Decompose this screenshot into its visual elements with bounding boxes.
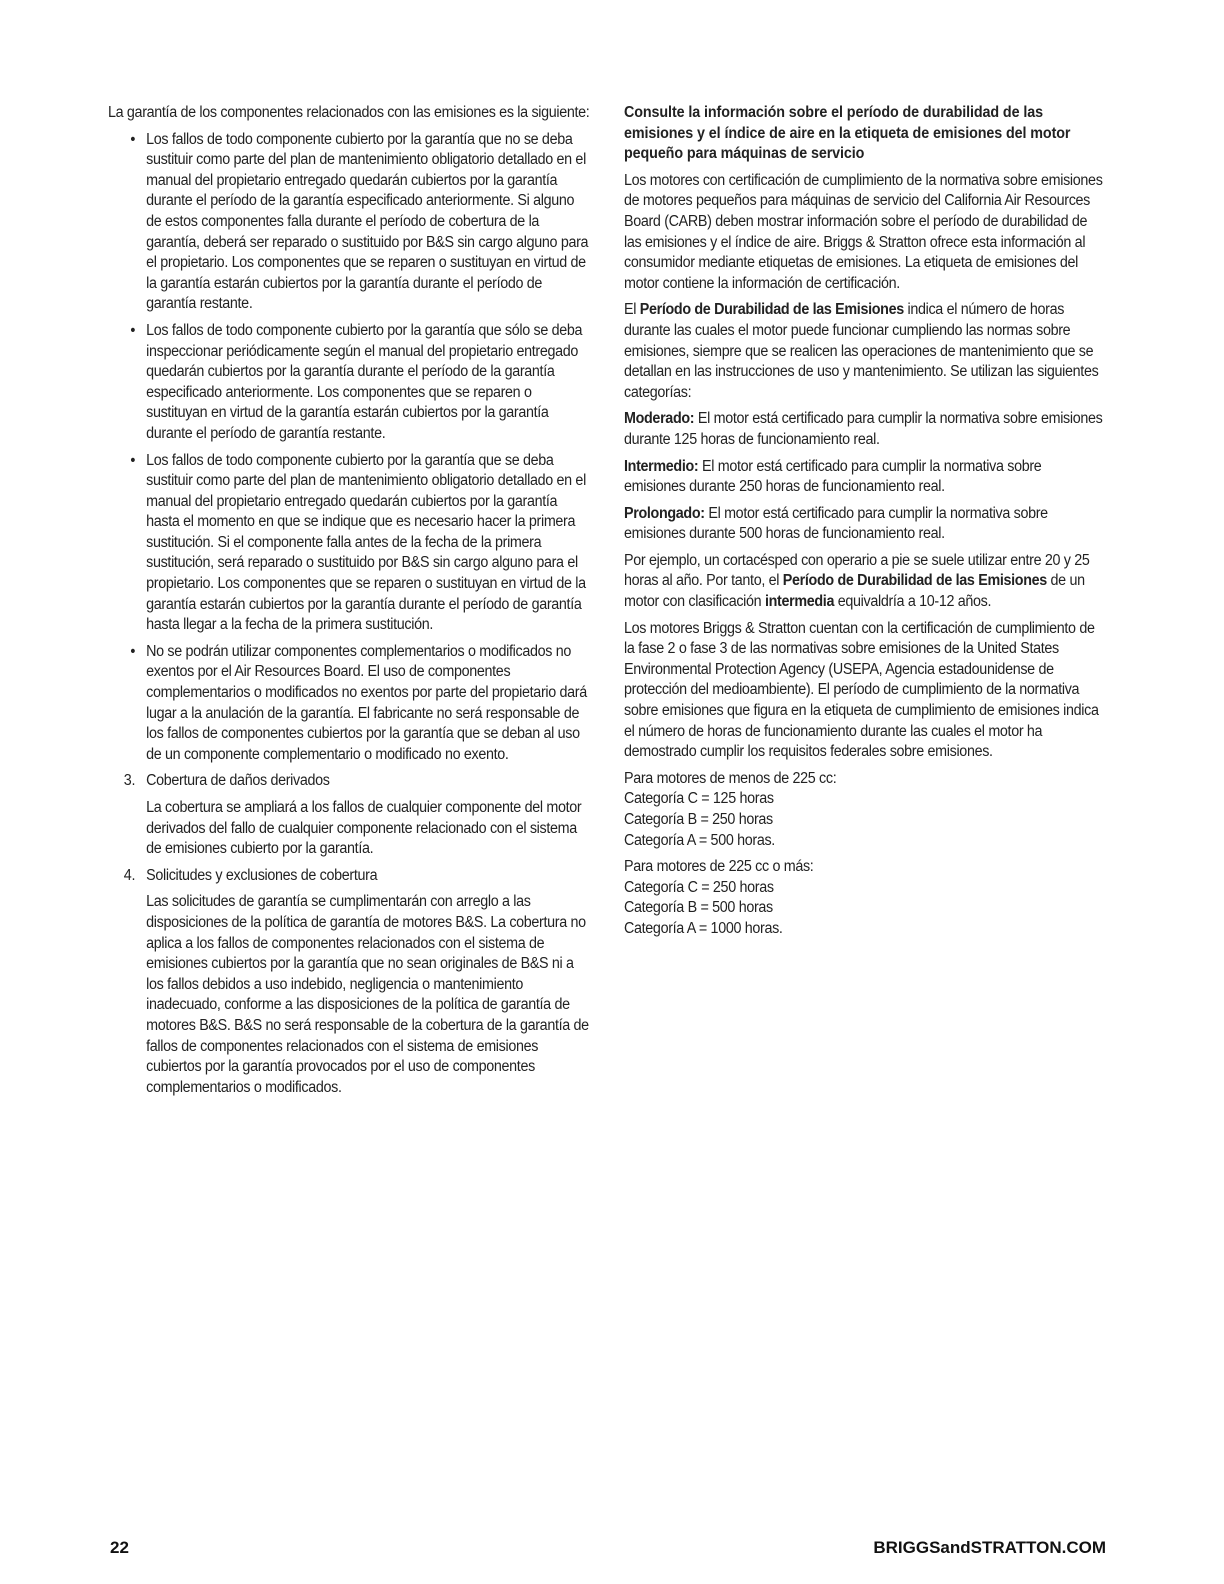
item-title: Cobertura de daños derivados [146,772,330,790]
category-moderado: Moderado: El motor está certificado para cumplir la normativa sobre emisiones durante 125 horas de funcionamiento real. [624,410,1103,448]
item-4-body: Las solicitudes de garantía se cumplimentarán con arreglo a las disposiciones de la política de garantía de motores B&S. La cobertura no aplica a los fallos de componentes relacionados con el sistema de emisiones cubiertos por la garantía que no sean originales de B&S ni a los fallos debidos a uso indebido, negligencia o mantenimiento inadecuado, conforme a las disposiciones de la política de garantía de motores B&S. B&S no será responsable de la cobertura de la garantía de fallos de componentes relacionados con el sistema de emisiones cubiertos por la garantía provocados por el uso de componentes complementarios o modificados. [146,893,589,1096]
category-line: Categoría B = 250 horas [624,811,773,828]
section-heading: Consulte la información sobre el período de durabilidad de las emisiones y el índice de aire en la etiqueta de emisiones del motor pequeño para máquinas de servicio [624,104,1071,163]
bullet-item: • No se podrán utilizar componentes complementarios o modificados no exentos por el Air Resources Board. El uso de componentes complementarios o modificados no exentos por parte del propietario dará lugar a la anulación de la garantía. El fabricante no será responsable de los fallos de componentes cubiertos por la garantía que se deban al uso de un componente complementario o modificado no exento. [108,642,590,766]
bullet-item: • Los fallos de todo componente cubierto por la garantía que no se deba sustituir como parte del plan de mantenimiento obligatorio detallado en el manual del propietario entregado quedarán cubiertos por la garantía durante el período de la garantía especificado anteriormente. Si alguno de estos componentes falla durante el período de cobertura de la garantía, deberá ser reparado o sustituido por B&S sin cargo alguno para el propietario. Los componentes que se reparen o sustituyan en virtud de la garantía estarán cubiertos por la garantía durante el período de garantía restante. [108,130,590,315]
durability-paragraph: El Período de Durabilidad de las Emisiones indica el número de horas durante las cuales el motor puede funcionar cumpliendo las normas sobre emisiones, siempre que se realicen las operaciones de mantenimiento que se detallan en las instrucciones de uso y mantenimiento. Se utilizan las siguientes categorías: [624,301,1099,401]
bullet-item: • Los fallos de todo componente cubierto por la garantía que sólo se deba inspeccionar periódicamente según el manual del propietario entregado quedarán cubiertos por la garantía durante el período de la garantía especificado anteriormente. Los componentes que se reparen o sustituyan en virtud de la garantía estarán cubiertos por la garantía durante el período de garantía restante. [108,321,590,445]
numbered-item-4 [108,866,590,887]
usepa-paragraph: Los motores Briggs & Stratton cuentan con la certificación de cumplimiento de la fase 2 o fase 3 de las normativas sobre emisiones de la United States Environmental Protection Agency (USEPA, Agencia estadounidense de protección del medioambiente). El período de cumplimiento de la normativa sobre emisiones que figura en la etiqueta de cumplimiento de emisiones indica el número de horas de funcionamiento durante las cuales el motor ha demostrado cumplir los requisitos federales sobre emisiones. [624,619,1099,761]
right-column [624,103,1106,946]
list-title: Para motores de menos de 225 cc: [624,769,837,787]
intro-paragraph: La garantía de los componentes relacionados con las emisiones es la siguiente: [108,104,590,121]
category-line: Categoría A = 500 horas. [624,831,775,849]
category-line: Categoría A = 1000 horas. [624,919,783,937]
carb-paragraph: Los motores con certificación de cumplimiento de la normativa sobre emisiones de motores pequeños para máquinas de servicio del California Air Resources Board (CARB) deben mostrar información sobre el período de durabilidad de las emisiones y el índice de aire. Briggs & Stratton ofrece esta información al consumidor mediante etiquetas de emisiones. La etiqueta de emisiones del motor contiene la información de certificación. [624,171,1103,292]
large-engine-categories [624,857,1106,939]
small-engine-categories [624,769,1106,851]
website-footer: BRIGGSandSTRATTON.COM [873,1538,1106,1557]
item-number: 4. [123,866,136,884]
category-line: Categoría B = 500 horas [624,899,773,917]
category-label: Moderado: [624,410,695,428]
category-prolongado: Prolongado: El motor está certificado para cumplir la normativa sobre emisiones durante 500 horas de funcionamiento real. [624,504,1048,543]
item-title: Solicitudes y exclusiones de cobertura [146,866,378,884]
category-label: Prolongado: [624,504,705,522]
list-title: Para motores de 225 cc o más: [624,858,814,876]
page-number: 22 [110,1538,129,1557]
category-line: Categoría C = 125 horas [624,790,774,808]
category-intermedio: Intermedio: El motor está certificado para cumplir la normativa sobre emisiones durante 250 horas de funcionamiento real. [624,457,1042,496]
category-label: Intermedio: [624,457,699,475]
bullet-item: • Los fallos de todo componente cubierto por la garantía que se deba sustituir como parte del plan de mantenimiento obligatorio detallado en el manual del propietario entregado quedarán cubiertos por la garantía hasta el momento en que se indique que es necesario hacer la primera sustitución. Si el componente falla antes de la fecha de la primera sustitución, será reparado o sustituido por B&S sin cargo alguno para el propietario. Los componentes que se reparen o sustituyan en virtud de la garantía estarán cubiertos por la garantía durante el período de garantía hasta llegar a la fecha de la primera sustitución. [108,451,590,636]
item-3-body: La cobertura se ampliará a los fallos de cualquier componente del motor derivados del fallo de cualquier componente relacionado con el sistema de emisiones cubierto por la garantía. [146,799,582,858]
coverage-bullet-list [108,130,590,766]
category-line: Categoría C = 250 horas [624,878,774,896]
item-number: 3. [123,772,136,790]
numbered-item-3 [108,771,590,792]
left-column [108,103,590,1104]
example-paragraph: Por ejemplo, un cortacésped con operario a pie se suele utilizar entre 20 y 25 horas al año. Por tanto, el Período de Durabilidad de las Emisiones de un motor con clasificación intermedia equivaldría a 10-12 años. [624,551,1090,611]
